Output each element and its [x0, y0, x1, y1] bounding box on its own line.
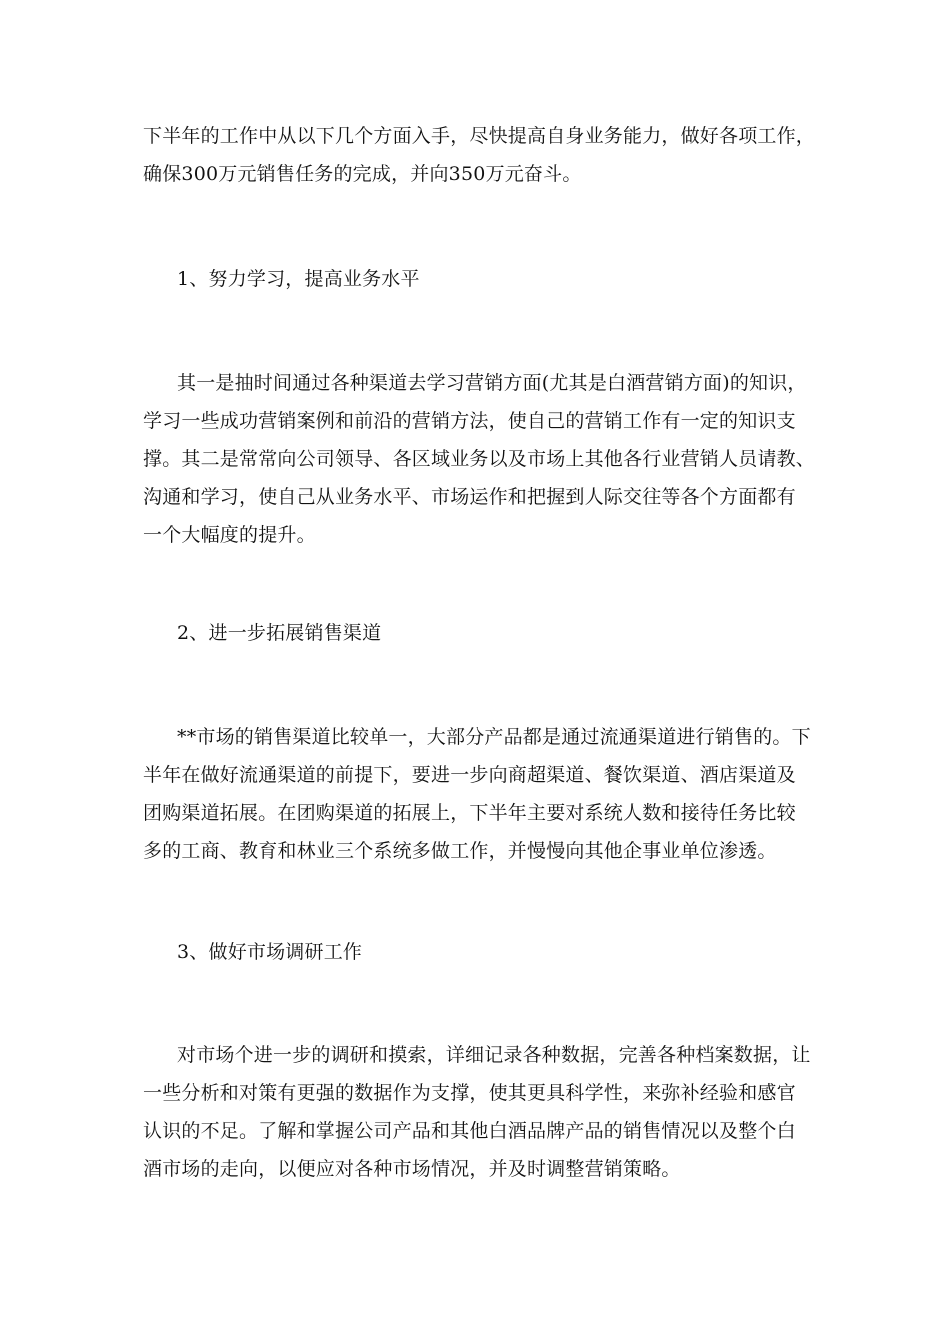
- section-1-line-2: 学习一些成功营销案例和前沿的营销方法，使自己的营销工作有一定的知识支: [143, 410, 796, 432]
- section-2-heading: 2、进一步拓展销售渠道: [177, 622, 382, 644]
- section-2-line-1: **市场的销售渠道比较单一，大部分产品都是通过流通渠道进行销售的。下: [177, 726, 811, 748]
- section-2-paragraph: [143, 718, 823, 870]
- section-2-line-2: 半年在做好流通渠道的前提下，要进一步向商超渠道、餐饮渠道、酒店渠道及: [143, 764, 796, 786]
- section-1-line-3: 撑。其二是常常向公司领导、各区域业务以及市场上其他各行业营销人员请教、: [143, 448, 816, 470]
- section-3-line-2: 一些分析和对策有更强的数据作为支撑，使其更具科学性，来弥补经验和感官: [143, 1082, 796, 1104]
- section-2-line-4: 多的工商、教育和林业三个系统多做工作，并慢慢向其他企事业单位渗透。: [143, 840, 777, 862]
- section-1-paragraph: [143, 364, 823, 554]
- section-1-line-5: 一个大幅度的提升。: [143, 524, 316, 546]
- section-3-paragraph: [143, 1036, 823, 1188]
- section-1-heading: 1、努力学习，提高业务水平: [177, 268, 420, 290]
- intro-line-2: 确保300万元销售任务的完成，并向350万元奋斗。: [143, 163, 582, 185]
- section-3-heading: 3、做好市场调研工作: [177, 941, 363, 963]
- section-3-line-4: 酒市场的走向，以便应对各种市场情况，并及时调整营销策略。: [143, 1158, 681, 1180]
- section-3-line-1: 对市场个进一步的调研和摸索，详细记录各种数据，完善各种档案数据，让: [177, 1044, 811, 1066]
- section-2-line-3: 团购渠道拓展。在团购渠道的拓展上，下半年主要对系统人数和接待任务比较: [143, 802, 796, 824]
- section-1-line-1: 其一是抽时间通过各种渠道去学习营销方面(尤其是白酒营销方面)的知识，: [177, 372, 807, 394]
- intro-line-1: 下半年的工作中从以下几个方面入手，尽快提高自身业务能力，做好各项工作，: [143, 125, 816, 147]
- section-1-line-4: 沟通和学习，使自己从业务水平、市场运作和把握到人际交往等各个方面都有: [143, 486, 796, 508]
- intro-paragraph: [143, 117, 823, 193]
- section-3-line-3: 认识的不足。了解和掌握公司产品和其他白酒品牌产品的销售情况以及整个白: [143, 1120, 796, 1142]
